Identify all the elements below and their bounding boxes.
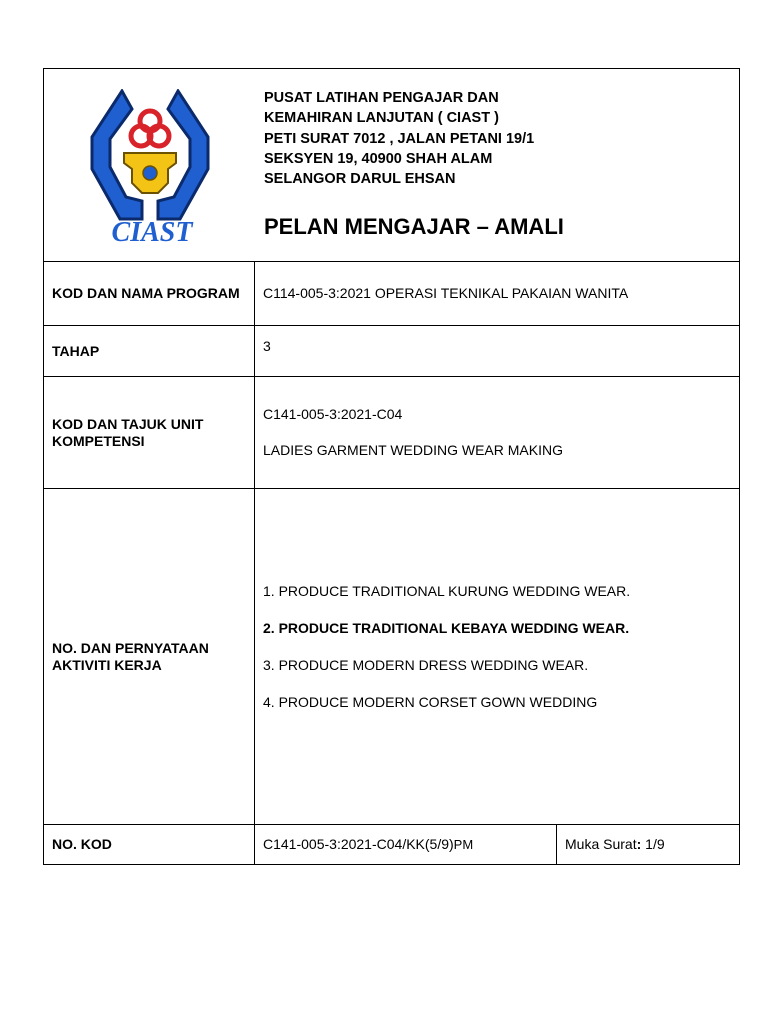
page-number (557, 825, 740, 865)
aktiviti-list (255, 489, 740, 825)
address-line: SELANGOR DARUL EHSAN (264, 171, 456, 188)
kod-value-suffix: PM (453, 837, 474, 852)
unit-title: LADIES GARMENT WEDDING WEAR MAKING (263, 442, 563, 458)
list-item: 2. PRODUCE TRADITIONAL KEBAYA WEDDING WEAR. (263, 619, 630, 636)
tahap-label: TAHAP (44, 326, 255, 377)
document-title: PELAN MENGAJAR – AMALI (264, 214, 564, 239)
program-value: C114-005-3:2021 OPERASI TEKNIKAL PAKAIAN WANITA (255, 262, 740, 326)
aktiviti-label: NO. DAN PERNYATAAN AKTIVITI KERJA (44, 489, 255, 825)
tahap-value: 3 (255, 326, 740, 377)
kod-value (255, 825, 557, 865)
list-item: 4. PRODUCE MODERN CORSET GOWN WEDDING (263, 693, 598, 710)
document-table (43, 68, 740, 865)
page-value: 1/9 (641, 836, 665, 852)
program-label: KOD DAN NAMA PROGRAM (44, 262, 255, 326)
unit-value-cell (255, 377, 740, 489)
list-item: 3. PRODUCE MODERN DRESS WEDDING WEAR. (263, 656, 589, 673)
address-line: SEKSYEN 19, 40900 SHAH ALAM (264, 150, 493, 167)
unit-code: C141-005-3:2021-C04 (263, 406, 403, 422)
list-item: 1. PRODUCE TRADITIONAL KURUNG WEDDING WEAR. (263, 582, 631, 599)
address-line: KEMAHIRAN LANJUTAN ( CIAST ) (264, 110, 499, 127)
page-label: Muka Surat (565, 836, 637, 852)
ciast-logo (82, 89, 218, 249)
kod-label: NO. KOD (44, 825, 255, 865)
kod-value-main: C141-005-3:2021-C04/KK(5/9) (263, 836, 454, 852)
address-line: PETI SURAT 7012 , JALAN PETANI 19/1 (264, 130, 535, 147)
page-colon: : (636, 836, 642, 852)
unit-label: KOD DAN TAJUK UNIT KOMPETENSI (44, 377, 255, 489)
header-cell (44, 69, 740, 262)
institution-address (264, 88, 534, 189)
address-line: PUSAT LATIHAN PENGAJAR DAN (264, 90, 499, 106)
logo-text: CIAST (111, 217, 193, 248)
